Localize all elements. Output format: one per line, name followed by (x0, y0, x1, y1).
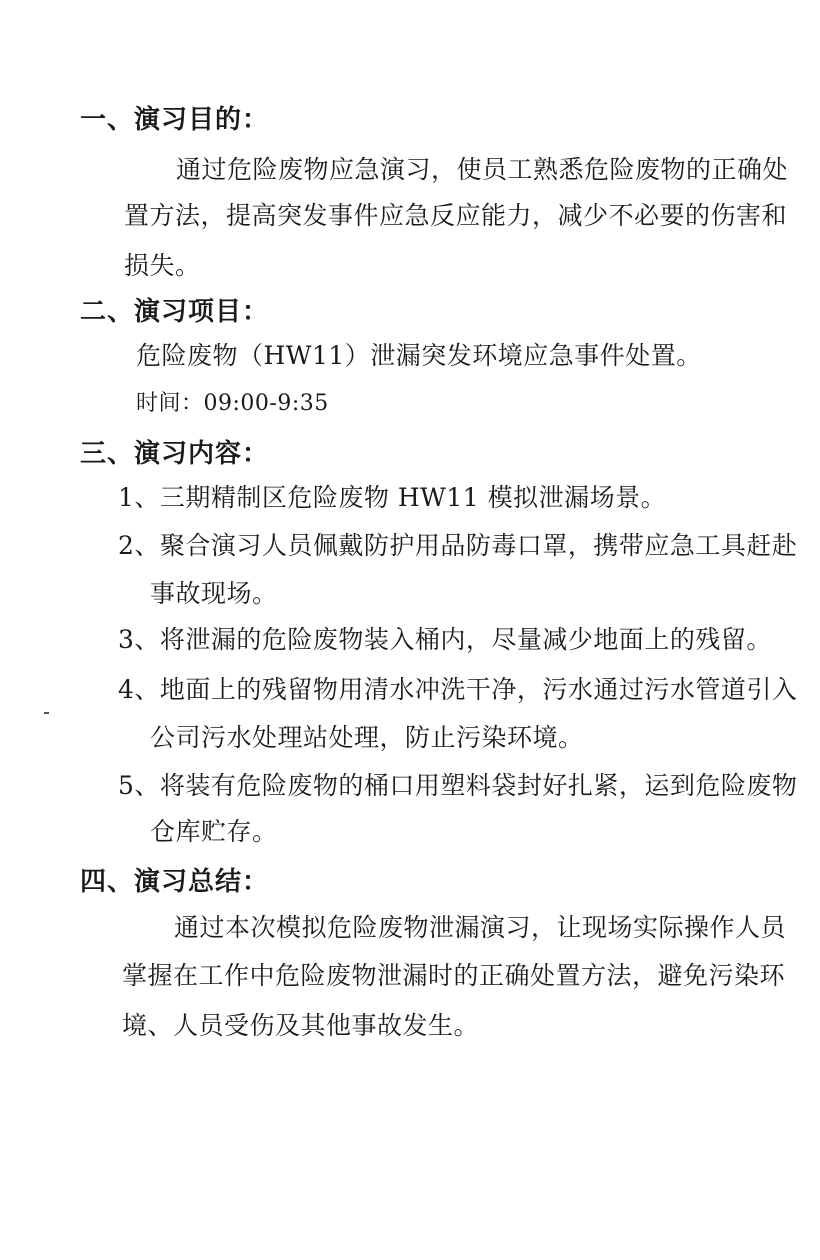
section-3-heading: 三、演习内容： (80, 439, 270, 469)
section-3-item-3: 3、将泄漏的危险废物装入桶内，尽量减少地面上的残留。 (118, 625, 772, 654)
section-3-item-4-cont: 公司污水处理站处理，防止污染环境。 (150, 723, 584, 752)
section-4-line-3: 境、人员受伤及其他事故发生。 (122, 1011, 480, 1040)
section-1-line-3: 损失。 (124, 251, 201, 280)
section-3-item-5-cont: 仓库贮存。 (150, 817, 278, 846)
section-3-item-2: 2、聚合演习人员佩戴防护用品防毒口罩，携带应急工具赶赴 (118, 531, 798, 560)
section-2-time: 时间：09:00-9:35 (136, 391, 329, 416)
section-3-item-5: 5、将装有危险废物的桶口用塑料袋封好扎紧，运到危险废物 (118, 771, 798, 800)
scan-mark (44, 712, 49, 714)
section-3-item-2-cont: 事故现场。 (150, 579, 278, 608)
section-4-heading: 四、演习总结： (80, 867, 270, 897)
section-2-line-1: 危险废物（HW11）泄漏突发环境应急事件处置。 (136, 341, 702, 370)
section-2-heading: 二、演习项目： (80, 297, 270, 327)
section-1-heading: 一、演习目的： (80, 105, 270, 135)
section-3-item-1: 1、三期精制区危险废物 HW11 模拟泄漏场景。 (118, 483, 667, 512)
section-4-line-1: 通过本次模拟危险废物泄漏演习，让现场实际操作人员 (174, 913, 787, 942)
section-1-line-1: 通过危险废物应急演习，使员工熟悉危险废物的正确处 (176, 155, 789, 184)
section-4-line-2: 掌握在工作中危险废物泄漏时的正确处置方法，避免污染环 (122, 961, 786, 990)
section-3-item-4: 4、地面上的残留物用清水冲洗干净，污水通过污水管道引入 (118, 675, 798, 704)
section-1-line-2: 置方法，提高突发事件应急反应能力，减少不必要的伤害和 (124, 201, 788, 230)
